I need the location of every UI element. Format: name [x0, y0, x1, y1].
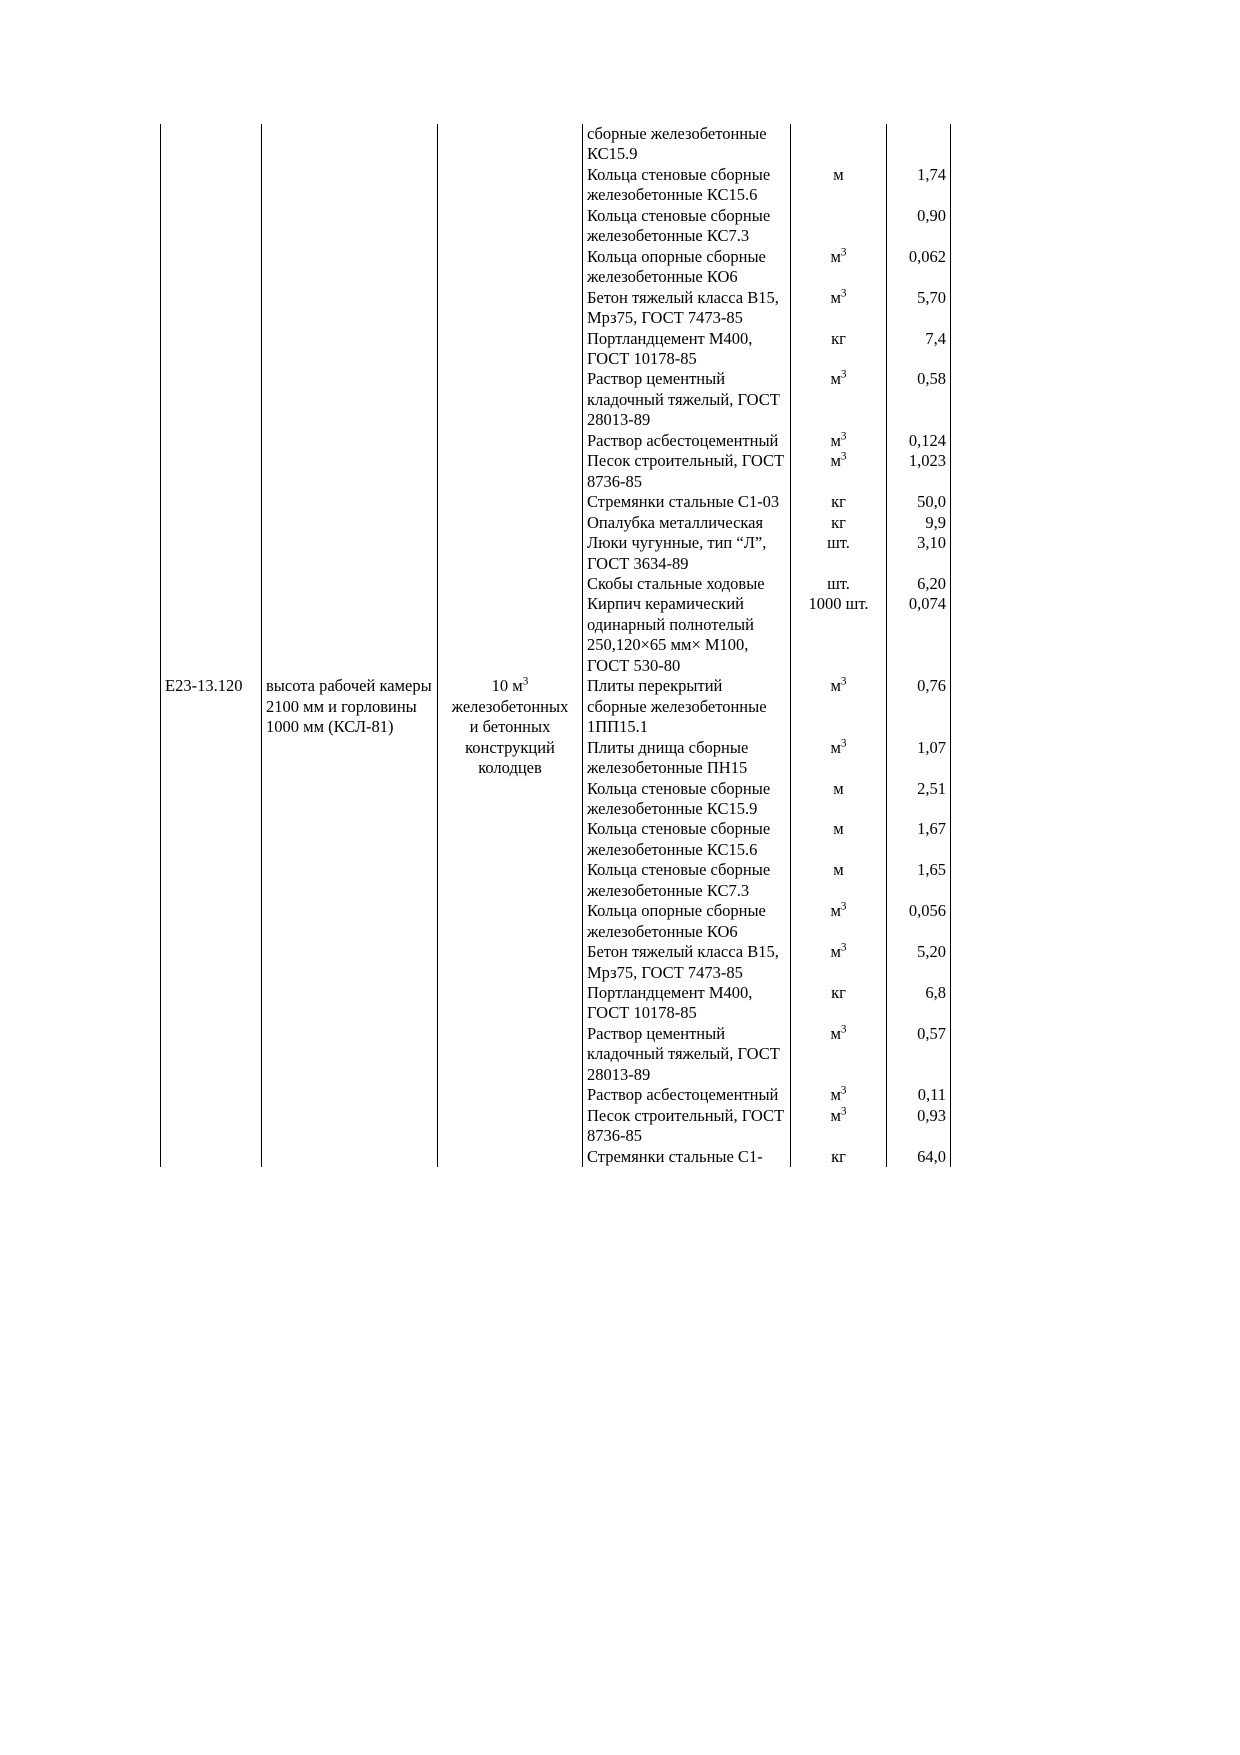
cell-resource: Раствор цементный кладочный тяжелый, ГОСТ 28013-89: [583, 1024, 791, 1085]
unit-line-5: колодцев: [478, 758, 542, 778]
cell-resource: Кирпич керамический одинарный полнотелый 250,120×65 мм× М100, ГОСТ 530-80: [583, 594, 791, 676]
cell-resource: Портландцемент М400, ГОСТ 10178-85: [583, 329, 791, 370]
cell-resource: Люки чугунные, тип “Л”, ГОСТ 3634-89: [583, 533, 791, 574]
cell-resource: Раствор асбестоцементный: [583, 1085, 791, 1105]
cell-measure: [791, 513, 887, 533]
cell-measure: [791, 1024, 887, 1085]
measure-base: м: [830, 451, 841, 471]
measure-exponent: 3: [840, 246, 847, 259]
unit-line-3: и бетонных: [469, 717, 551, 737]
measure-exponent: 3: [840, 450, 847, 463]
measure-base: м: [830, 737, 841, 757]
cell-unit-top: [438, 124, 583, 676]
measure-base: кг: [831, 1146, 846, 1166]
measure-exponent: 3: [840, 941, 847, 954]
measure-base: м: [830, 1105, 841, 1125]
measure-base: м: [830, 430, 841, 450]
measure-base: шт.: [827, 533, 850, 553]
cell-measure: [791, 942, 887, 983]
cell-value: 6,8: [887, 983, 951, 1024]
cell-resource: Раствор цементный кладочный тяжелый, ГОСТ 28013-89: [583, 369, 791, 430]
unit-line-2: железобетонных: [451, 696, 569, 716]
cell-value: 0,062: [887, 247, 951, 288]
cell-measure: [791, 533, 887, 574]
cell-value: 0,074: [887, 594, 951, 676]
cell-resource: Портландцемент М400, ГОСТ 10178-85: [583, 983, 791, 1024]
cell-resource: Кольца стеновые сборные железобетонные КС15.9: [583, 779, 791, 820]
cell-value: 1,023: [887, 451, 951, 492]
cell-measure: [791, 819, 887, 860]
cell-resource: Скобы стальные ходовые: [583, 574, 791, 594]
measure-base: м: [830, 942, 841, 962]
cell-resource: Стремянки стальные С1-03: [583, 492, 791, 512]
cell-measure: [791, 124, 887, 165]
resource-norms-table: [160, 124, 951, 1167]
cell-value: 3,10: [887, 533, 951, 574]
table-row: [161, 676, 951, 737]
cell-resource: Бетон тяжелый класса В15, Мрз75, ГОСТ 7473-85: [583, 288, 791, 329]
measure-exponent: 3: [840, 287, 847, 300]
cell-value: 0,124: [887, 431, 951, 451]
cell-measure: м: [791, 165, 887, 206]
cell-resource: Кольца стеновые сборные железобетонные КС7.3: [583, 206, 791, 247]
cell-measure: [791, 1147, 887, 1167]
cell-value: 2,51: [887, 779, 951, 820]
cell-measure: [791, 1085, 887, 1105]
measure-base: м: [830, 676, 841, 696]
cell-resource: Бетон тяжелый класса В15, Мрз75, ГОСТ 7473-85: [583, 942, 791, 983]
cell-value: 50,0: [887, 492, 951, 512]
cell-value: 64,0: [887, 1147, 951, 1167]
measure-base: м: [833, 860, 844, 880]
cell-value: [887, 124, 951, 165]
cell-code-bottom: Е23-13.120: [161, 676, 262, 1167]
measure-base: кг: [831, 512, 846, 532]
cell-resource: Раствор асбестоцементный: [583, 431, 791, 451]
measure-base: 1000 шт.: [808, 594, 869, 614]
cell-measure: [791, 329, 887, 370]
cell-measure: [791, 1106, 887, 1147]
cell-value: 1,65: [887, 860, 951, 901]
unit-line-4: конструкций: [465, 737, 555, 757]
cell-measure: [791, 676, 887, 737]
cell-value: 1,07: [887, 738, 951, 779]
cell-resource: Плиты перекрытий сборные железобетонные 1ПП15.1: [583, 676, 791, 737]
measure-exponent: 3: [840, 675, 847, 688]
cell-value: 0,58: [887, 369, 951, 430]
measure-base: м: [830, 287, 841, 307]
cell-measure: [791, 983, 887, 1024]
cell-resource: Стремянки стальные С1-: [583, 1147, 791, 1167]
cell-value: 7,4: [887, 329, 951, 370]
measure-exponent: 3: [840, 1084, 847, 1097]
cell-measure: [791, 901, 887, 942]
cell-value: 5,70: [887, 288, 951, 329]
cell-measure: [791, 738, 887, 779]
unit-exponent: 3: [522, 675, 529, 688]
cell-measure: [791, 247, 887, 288]
measure-base: м: [830, 369, 841, 389]
unit-line-1: 10 $м^3$: [491, 675, 529, 696]
cell-value: 6,20: [887, 574, 951, 594]
cell-code-top: [161, 124, 262, 676]
cell-measure: [791, 206, 887, 247]
cell-measure: [791, 431, 887, 451]
cell-resource: Кольца стеновые сборные железобетонные КС15.6: [583, 819, 791, 860]
cell-value: 0,90: [887, 206, 951, 247]
cell-measure: [791, 779, 887, 820]
measure-base: м: [833, 778, 844, 798]
measure-base: м: [830, 1023, 841, 1043]
cell-resource: Песок строительный, ГОСТ 8736-85: [583, 451, 791, 492]
measure-exponent: 3: [840, 368, 847, 381]
cell-resource: Кольца стеновые сборные железобетонные КС7.3: [583, 860, 791, 901]
measure-base: кг: [831, 492, 846, 512]
cell-measure: [791, 860, 887, 901]
cell-resource: сборные железобетонные КС15.9: [583, 124, 791, 165]
cell-unit-bottom: [438, 676, 583, 1167]
cell-value: 1,74: [887, 165, 951, 206]
cell-value: 0,76: [887, 676, 951, 737]
cell-value: 0,11: [887, 1085, 951, 1105]
cell-measure: [791, 369, 887, 430]
cell-resource: Плиты днища сборные железобетонные ПН15: [583, 738, 791, 779]
measure-exponent: 3: [840, 430, 847, 443]
cell-value: 0,93: [887, 1106, 951, 1147]
cell-resource: Опалубка металлическая: [583, 513, 791, 533]
cell-measure: [791, 492, 887, 512]
cell-value: 9,9: [887, 513, 951, 533]
measure-base: м: [833, 819, 844, 839]
table-body: [161, 124, 951, 1167]
cell-resource: Кольца опорные сборные железобетонные КО6: [583, 247, 791, 288]
cell-description-top: [262, 124, 438, 676]
measure-exponent: 3: [840, 737, 847, 750]
measure-exponent: 3: [840, 900, 847, 913]
measure-base: шт.: [827, 573, 850, 593]
cell-resource: Песок строительный, ГОСТ 8736-85: [583, 1106, 791, 1147]
cell-description-bottom: высота рабочей камеры 2100 мм и горловины 1000 мм (КСЛ-81): [262, 676, 438, 1167]
cell-value: 0,056: [887, 901, 951, 942]
measure-base: м: [830, 246, 841, 266]
table-row: [161, 124, 951, 165]
cell-value: 1,67: [887, 819, 951, 860]
cell-value: 5,20: [887, 942, 951, 983]
measure-base: м: [830, 901, 841, 921]
cell-resource: Кольца опорные сборные железобетонные КО6: [583, 901, 791, 942]
measure-base: кг: [831, 328, 846, 348]
cell-measure: [791, 574, 887, 594]
measure-exponent: 3: [840, 1105, 847, 1118]
measure-exponent: 3: [840, 1023, 847, 1036]
cell-resource: Кольца стеновые сборные железобетонные КС15.6: [583, 165, 791, 206]
cell-measure: [791, 594, 887, 676]
measure-base: м: [830, 1085, 841, 1105]
cell-value: 0,57: [887, 1024, 951, 1085]
cell-measure: [791, 451, 887, 492]
cell-measure: [791, 288, 887, 329]
measure-base: кг: [831, 983, 846, 1003]
